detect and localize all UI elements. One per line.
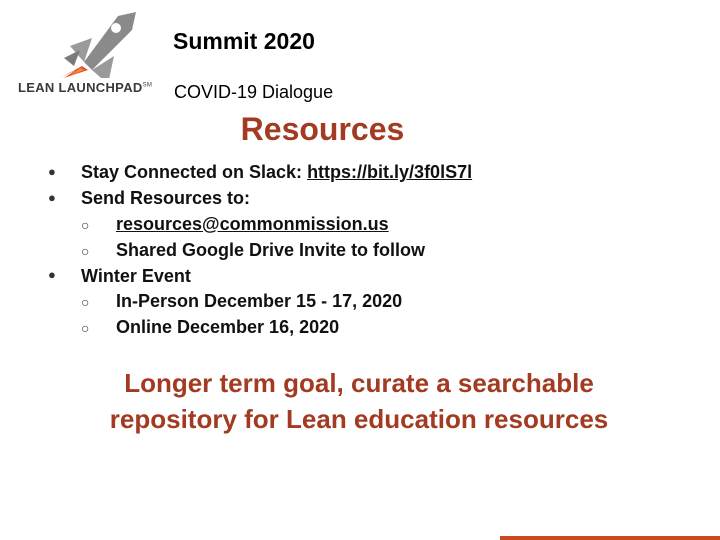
sub-item-drive (81, 238, 472, 264)
logo-wordmark (18, 80, 152, 95)
winter-event-label: Winter Event (81, 265, 191, 286)
sub-bullet-icon: ○ (81, 320, 90, 337)
goal-line-1: Longer term goal, curate a searchable (124, 368, 594, 398)
summit-title: Summit 2020 (173, 28, 315, 54)
in-person-date: In-Person December 15 - 17, 2020 (116, 291, 403, 312)
bullet-icon: ● (48, 163, 56, 179)
logo-trademark: SM (142, 82, 153, 89)
resource-list (48, 160, 472, 341)
sub-item-online (81, 315, 472, 341)
rocket-icon (40, 10, 140, 78)
goal-statement (0, 365, 720, 437)
corner-accent-bar (500, 536, 720, 540)
slack-label: Stay Connected on Slack: (81, 162, 308, 182)
list-item-slack (48, 160, 472, 186)
logo-text: LEAN LAUNCHPAD (18, 80, 143, 95)
email-link[interactable]: resources@commonmission.us (116, 213, 389, 234)
sub-bullet-icon: ○ (81, 216, 90, 233)
send-resources-label: Send Resources to: (81, 187, 251, 208)
slack-link[interactable]: https://bit.ly/3f0lS7l (307, 162, 473, 182)
online-date: Online December 16, 2020 (116, 317, 340, 338)
winter-event-sublist (48, 289, 472, 341)
sub-item-in-person (81, 289, 472, 315)
slide-heading-wrap (0, 111, 720, 148)
sub-bullet-icon: ○ (81, 294, 90, 311)
lean-launchpad-logo (12, 10, 152, 100)
list-item-send-resources (48, 186, 472, 264)
goal-line-2: repository for Lean education resources (109, 404, 609, 434)
bullet-icon: ● (48, 189, 56, 205)
summit-subtitle: COVID-19 Dialogue (174, 82, 334, 102)
list-item-winter-event (48, 264, 472, 342)
sub-item-email (81, 212, 472, 238)
drive-invite-text: Shared Google Drive Invite to follow (116, 239, 426, 260)
slide-heading: Resources (240, 111, 405, 147)
send-resources-sublist (48, 212, 472, 264)
sub-bullet-icon: ○ (81, 242, 90, 259)
bullet-icon: ● (48, 267, 56, 283)
